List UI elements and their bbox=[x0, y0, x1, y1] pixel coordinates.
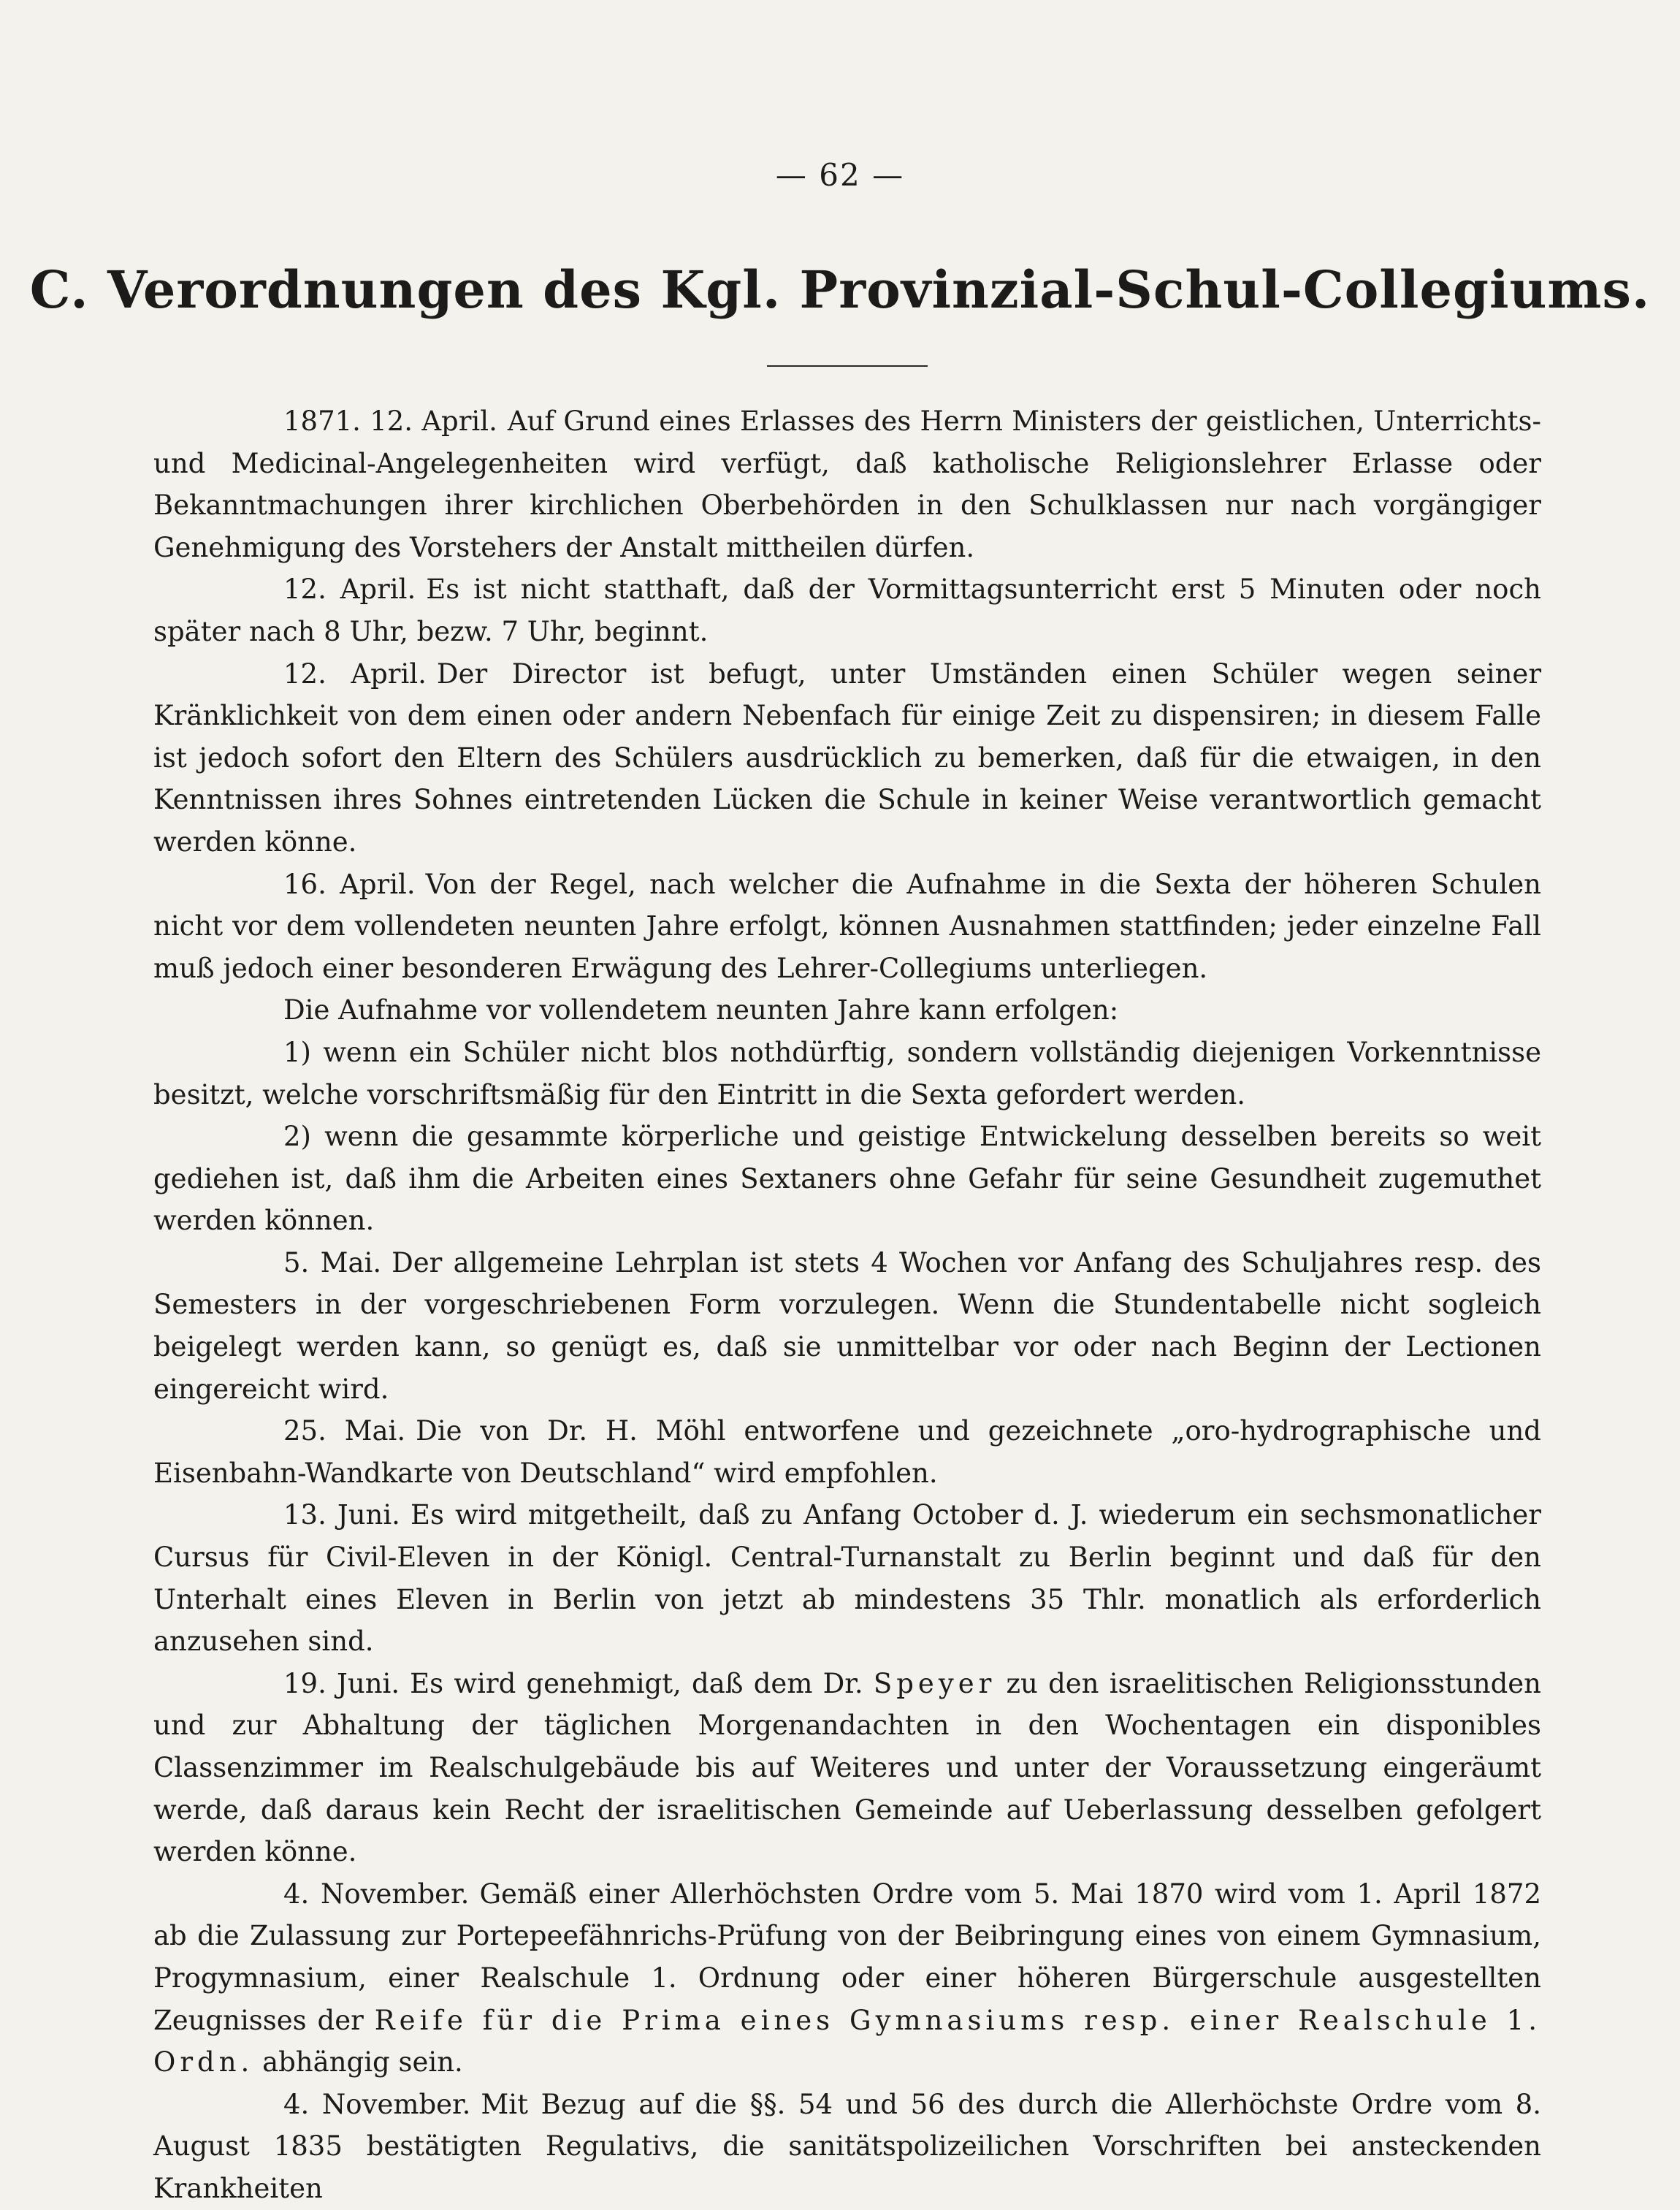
paragraph bbox=[153, 2084, 1541, 2210]
paragraph bbox=[153, 864, 1541, 990]
emphasized-text: Reife für die Prima eines Gymnasiums resp. einer Realschule 1. Ordn. bbox=[153, 2004, 1541, 2078]
entry-text: Mit Bezug auf die §§. 54 und 56 des durch die Allerhöchste Ordre vom 8. August 1835 bestätigten Regulativs, die sanitätspolizeilichen Vorschriften bei ansteckenden Krankheiten bbox=[153, 2088, 1541, 2204]
paragraph bbox=[153, 400, 1541, 568]
entry-text: zu den israelitischen Religionsstunden und zur Abhaltung der täglichen Morgenandachten in den Wochentagen ein disponibles Classenzimmer im Realschulgebäude bis auf Weiteres und unter der Voraussetzung eingeräumt werde, daß daraus kein Recht der israelitischen Gemeinde auf Ueberlassung desselben gefolgert werden könne. bbox=[153, 1667, 1541, 1868]
paragraph bbox=[153, 653, 1541, 864]
paragraph bbox=[153, 1410, 1541, 1494]
paragraph bbox=[153, 989, 1541, 1032]
entry-date: 4. November. bbox=[283, 1878, 470, 1910]
list-item bbox=[153, 1032, 1541, 1116]
entry-text: Die von Dr. H. Möhl entworfene und gezeichnete „oro-hydrographische und Eisenbahn-Wandkarte von Deutschland“ wird empfohlen. bbox=[153, 1415, 1541, 1489]
entry-text: Gemäß einer Allerhöchsten Ordre vom 5. Mai 1870 wird vom 1. April 1872 ab die Zulassung zur Portepeefähnrichs-Prüfung von der Beibringung eines von einem Gymnasium, Progymnasium, einer Realschule 1. Ordnung oder einer höheren Bürgerschule ausgestellten Zeugnisses der bbox=[153, 1878, 1541, 2036]
paragraph bbox=[153, 1873, 1541, 2084]
entry-date: 12. April. bbox=[283, 574, 416, 606]
paragraph bbox=[153, 568, 1541, 652]
entry-date: 5. Mai. bbox=[283, 1246, 382, 1279]
paragraph bbox=[153, 1242, 1541, 1410]
paragraph bbox=[153, 1663, 1541, 1873]
entry-text: abhängig sein. bbox=[262, 2046, 463, 2078]
entry-date: 12. April. bbox=[283, 658, 427, 690]
title-divider bbox=[767, 365, 928, 367]
paragraph bbox=[153, 1494, 1541, 1662]
entry-text: Auf Grund eines Erlasses des Herrn Ministers der geistlichen, Unterrichts- und Medicinal-Angelegenheiten wird verfügt, daß katholische Religionslehrer Erlasse oder Bekanntmachungen ihrer kirchlichen Oberbehörden in den Schulklassen nur nach vorgängiger Genehmigung des Vorstehers der Anstalt mittheilen dürfen. bbox=[153, 405, 1542, 563]
entry-text: Es wird genehmigt, daß dem Dr. bbox=[410, 1667, 863, 1699]
entry-text: Von der Regel, nach welcher die Aufnahme in die Sexta der höheren Schulen nicht vor dem vollendeten neunten Jahre erfolgt, können Ausnahmen stattfinden; jeder einzelne Fall muß jedoch einer besonderen Erwägung des Lehrer-Collegiums unterliegen. bbox=[153, 868, 1541, 984]
entry-date: 4. November. bbox=[283, 2088, 471, 2120]
entry-date: 25. Mai. bbox=[283, 1415, 406, 1447]
list-item bbox=[153, 1116, 1541, 1242]
entry-text: Die Aufnahme vor vollendetem neunten Jahre kann erfolgen: bbox=[283, 994, 1119, 1026]
entry-text: Der allgemeine Lehrplan ist stets 4 Wochen vor Anfang des Schuljahres resp. des Semesters in der vorgeschriebenen Form vorzulegen. Wenn die Stundentabelle nicht sogleich beigelegt werden kann, so genügt es, daß sie unmittelbar vor oder nach Beginn der Lectionen eingereicht wird. bbox=[153, 1246, 1541, 1405]
entry-text: Es ist nicht statthaft, daß der Vormittagsunterricht erst 5 Minuten oder noch später nach 8 Uhr, bezw. 7 Uhr, beginnt. bbox=[153, 574, 1541, 647]
document-body bbox=[153, 400, 1541, 2210]
entry-date: 16. April. bbox=[283, 868, 416, 900]
entry-text: 2) wenn die gesammte körperliche und geistige Entwickelung desselben bereits so weit gediehen ist, daß ihm die Arbeiten eines Sextaners ohne Gefahr für seine Gesundheit zugemuthet werden können. bbox=[153, 1121, 1541, 1237]
page-number: — 62 — bbox=[775, 157, 905, 193]
entry-text: Der Director ist befugt, unter Umständen einen Schüler wegen seiner Kränklichkeit von dem einen oder andern Nebenfach für einige Zeit zu dispensiren; in diesem Falle ist jedoch sofort den Eltern des Schülers ausdrücklich zu bemerken, daß für die etwaigen, in den Kenntnissen ihres Sohnes eintretenden Lücken die Schule in keiner Weise verantwortlich gemacht werden könne. bbox=[153, 658, 1542, 858]
section-title: C. Verordnungen des Kgl. Provinzial-Schul-Collegiums. bbox=[29, 259, 1651, 320]
entry-date: 19. Juni. bbox=[283, 1667, 400, 1699]
entry-date: 1871. 12. April. bbox=[283, 405, 497, 437]
entry-text: 1) wenn ein Schüler nicht blos nothdürftig, sondern vollständig diejenigen Vorkenntnisse besitzt, welche vorschriftsmäßig für den Eintritt in die Sexta gefordert werden. bbox=[153, 1036, 1541, 1110]
entry-text: Es wird mitgetheilt, daß zu Anfang October d. J. wiederum ein sechsmonatlicher Cursus für Civil-Eleven in der Königl. Central-Turnanstalt zu Berlin beginnt und daß für den Unterhalt eines Eleven in Berlin von jetzt ab mindestens 35 Thlr. monatlich als erforderlich anzusehen sind. bbox=[153, 1499, 1541, 1658]
person-name: Speyer bbox=[873, 1667, 996, 1699]
entry-date: 13. Juni. bbox=[283, 1499, 400, 1531]
